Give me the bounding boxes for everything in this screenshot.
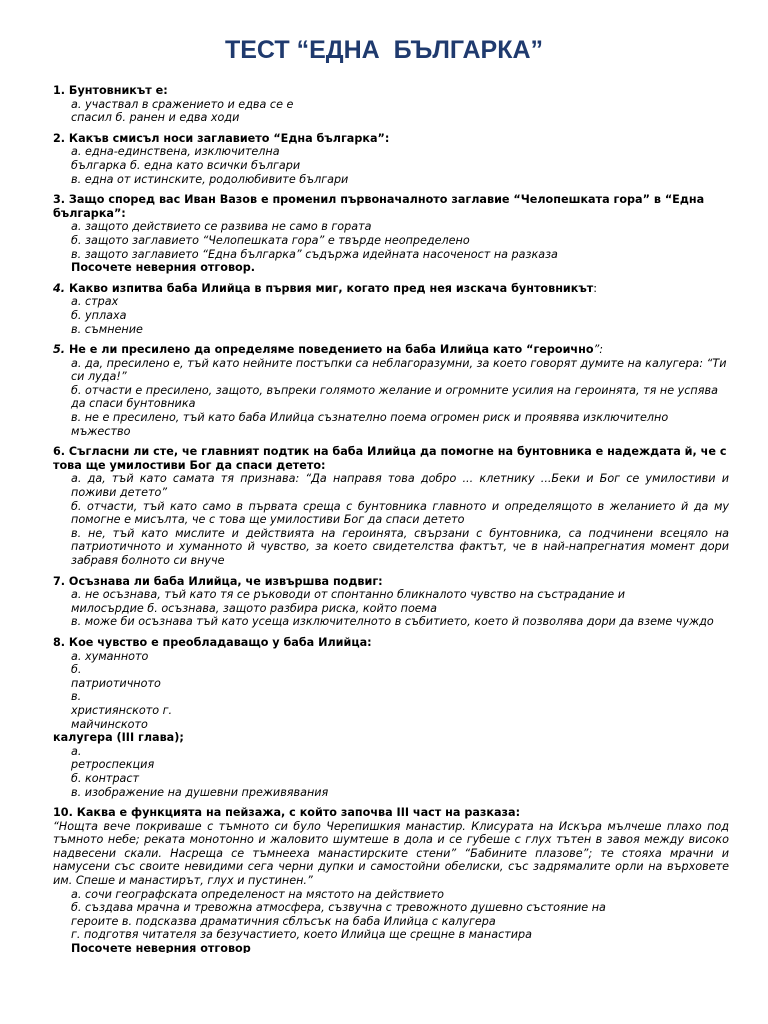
answer-option: ретроспекция (71, 758, 155, 772)
question-heading: 10. Каква е функцията на пейзажа, с който започва III част на разказа: (53, 806, 521, 820)
answer-option: а. да, пресилено е, тъй като нейните постъпки са неблагоразумни, за което говорят думите на калугера: “Ти си луда!” (71, 356, 727, 384)
question-number: 5. (53, 343, 66, 357)
answer-option: а. (71, 744, 82, 758)
answer-option: християнското г. (71, 703, 173, 717)
question-1 (53, 84, 729, 125)
answer-option: а. хуманното (71, 649, 149, 663)
answer-option: милосърдие б. осъзнава, защото разбира риска, който поема (71, 601, 437, 615)
landscape-quote: “Нощта вече покриваше с тъмното си було Черепишкия манастир. Клисурата на Искъра мълчеше плахо под тъмното небе; реката монотонно и жаловито шумтеше в дола и се губеше с глух тътен в завоя между високо надвесени скали. Насреща се тъмнееха манастирските стени” “Бабините плазове”; те стояха мрачни и намусени със своите невидими сега черни дупки и самостойни обелиски, със задрямалите орли на върховете им. Спеше и манастирът, глух и пустинен.” (53, 819, 729, 888)
answer-option: в. една от истинските, родолюбивите българи (71, 172, 349, 186)
question-heading (53, 282, 729, 296)
question-heading: 8. Кое чувство е преобладаващо у баба Илийца: (53, 635, 372, 649)
question-4 (53, 282, 729, 336)
answer-option: в. защото заглавието “Една българка” съдържа идейната насоченост на разказа (71, 247, 558, 261)
question-heading: 1. Бунтовникът е: (53, 84, 168, 97)
answer-option: б. отчасти е пресилено, защото, въпреки голямото желание и огромните усилия на героинята, тя не успява да спаси бунтовника (71, 383, 718, 411)
instruction-note: Посочете неверния отговор (71, 942, 251, 954)
question-punctuation: : (593, 281, 598, 295)
answer-option: спасил б. ранен и едва ходи (71, 111, 240, 125)
question-8 (53, 636, 729, 799)
question-heading: 3. Защо според вас Иван Вазов е променил първоначалното заглавие “Челопешката гора” в “Една българка”: (53, 193, 705, 220)
instruction-note: Посочете неверния отговор. (71, 261, 255, 275)
answer-option: б. уплаха (71, 308, 127, 322)
document-title: ТЕСТ “ЕДНА БЪЛГАРКА” (224, 36, 544, 64)
answer-option: а. не осъзнава, тъй като тя се ръководи от спонтанно бликналото чувство на състрадание и (71, 588, 625, 602)
question-text: Какво изпитва баба Илийца в първия миг, когато пред нея изскача бунтовникът (65, 281, 594, 295)
answer-option: в. (71, 690, 82, 704)
answer-option: б. защото заглавието “Челопешката гора” е твърде неопределено (71, 233, 470, 247)
question-6 (53, 445, 729, 567)
test-body (53, 84, 729, 960)
question-number: 4. (53, 281, 66, 295)
answer-option: в. може би осъзнава тъй като усеща изключителното в събитието, което й позволява дори да вземе чуждо (71, 615, 714, 629)
answer-option: а. защото действието се развива не само в гората (71, 220, 372, 234)
question-heading: 7. Осъзнава ли баба Илийца, че извършва подвиг: (53, 574, 383, 588)
answer-option: б. създава мрачна и тревожна атмосфера, съзвучна с тревожното душевно състояние на (71, 901, 606, 915)
answer-option: в. съмнение (71, 322, 143, 336)
question-3 (53, 193, 729, 275)
answer-option: патриотичното (71, 676, 161, 690)
answer-option: б. контраст (71, 771, 140, 785)
answer-option: а. да, тъй като самата тя признава: “Да направя това добро ... клетнику ...Беки и Бог се умилостиви и поживи детето” (71, 472, 729, 500)
answer-option: в. изображение на душевни преживявания (71, 785, 329, 799)
answer-option: българка б. една като всички българи (71, 158, 301, 172)
answer-option: а. участвал в сражението и едва се е (71, 97, 294, 111)
answer-option: б. отчасти, тъй като само в първата среща с бунтовника главното и определящото в желанието й да му помогне е мисълта, че с това ще умилостиви Бог да спаси детето (71, 499, 729, 527)
question-2 (53, 132, 729, 186)
question-10 (53, 806, 729, 953)
question-7 (53, 575, 729, 629)
answer-option: г. подготвя читателя за безучастието, което Илийца ще срещне в манастира (71, 928, 532, 942)
question-punctuation: ”: (593, 343, 604, 357)
question-heading: 2. Какъв смисъл носи заглавието “Една българка”: (53, 131, 390, 145)
question-text: Не е ли пресилено да определяме поведението на баба Илийца като “героично (65, 343, 594, 357)
answer-option: майчинското (71, 717, 148, 731)
answer-option: а. страх (71, 295, 119, 309)
answer-option: а. сочи географската определеност на мястото на действието (71, 887, 444, 901)
question-5 (53, 343, 729, 438)
answer-option: в. не е пресилено, тъй като баба Илийца съзнателно поема огромен риск и проявява изключително мъжество (71, 411, 669, 438)
answer-option: в. не, тъй като мислите и действията на героинята, свързани с бунтовника, са подчинени всецяло на патриотичното и хуманното й чувство, за което свидетелства фактът, че в най-напрегнатия момент дори забравя болното си внуче (71, 526, 729, 567)
answer-option: а. една-единствена, изключителна (71, 145, 280, 159)
question-fragment: калугера (III глава); (53, 731, 184, 745)
answer-option: героите в. подсказва драматичния сблъсък на баба Илийца с калугера (71, 914, 496, 928)
answer-option: б. (71, 663, 82, 677)
question-heading: 6. Съгласни ли сте, че главният подтик на баба Илийца да помогне на бунтовника е надеждата й, че с това ще умилостиви Бог да спаси детето: (53, 445, 727, 472)
question-heading (53, 343, 729, 357)
